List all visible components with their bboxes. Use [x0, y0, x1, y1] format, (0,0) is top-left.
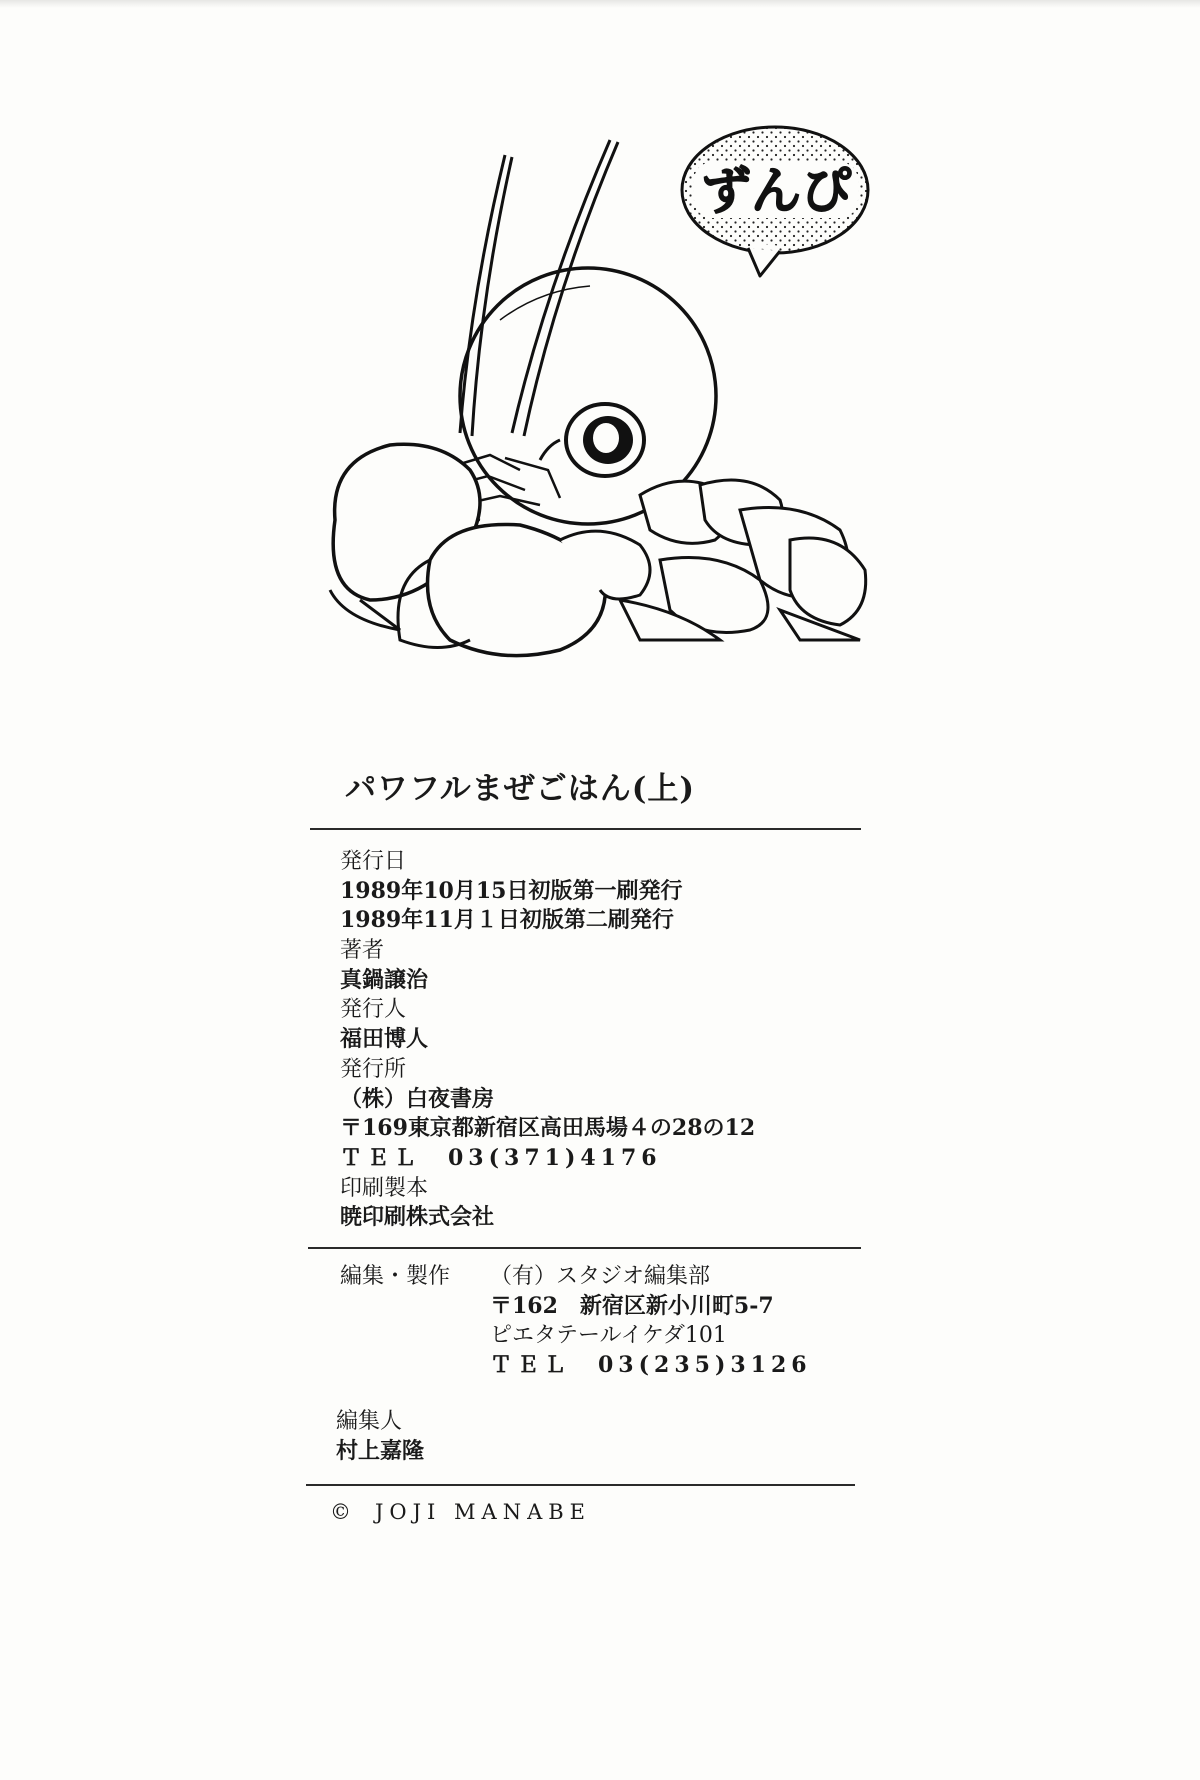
- issue-date-label: 発行日: [340, 849, 407, 874]
- office-address: 〒169東京都新宿区高田馬場４の28の12: [340, 1115, 756, 1142]
- first-printing: 1989年10月15日初版第一刷発行: [340, 877, 683, 904]
- author-name: 真鍋譲治: [340, 966, 429, 993]
- publisher-name: 福田博人: [340, 1026, 429, 1053]
- editorial-building: ピエタテールイケダ101: [490, 1323, 727, 1349]
- editorial-details: [490, 1262, 812, 1381]
- hermit-crab-illustration: [0, 0, 1200, 700]
- editor-block: [336, 1407, 424, 1466]
- copyright-line: [330, 1502, 591, 1523]
- editor-label: 編集人: [336, 1409, 403, 1434]
- copyright-holder: JOJI MANABE: [375, 1500, 591, 1524]
- editorial-label: 編集・製作: [340, 1264, 451, 1289]
- copyright-symbol: ©: [330, 1500, 351, 1524]
- colophon-divider: [308, 1247, 861, 1249]
- title-divider: [310, 828, 861, 830]
- office-tel: ＴＥＬ 03(371)4176: [340, 1144, 662, 1171]
- office-name: （株）白夜書房: [340, 1085, 495, 1112]
- crab-legs: [620, 480, 866, 640]
- office-label: 発行所: [340, 1056, 407, 1082]
- editorial-address: 〒162 新宿区新小川町5-7: [490, 1292, 774, 1319]
- printing-label: 印刷製本: [340, 1175, 429, 1201]
- printing-company: 暁印刷株式会社: [340, 1204, 495, 1231]
- editorial-tel: ＴＥＬ 03(235)3126: [490, 1352, 812, 1379]
- book-title: パワフルまぜごはん(上): [345, 771, 696, 807]
- editorial-company: （有）スタジオ編集部: [490, 1264, 711, 1289]
- author-label: 著者: [340, 938, 385, 964]
- colophon-block: [340, 847, 860, 1233]
- second-printing: 1989年11月１日初版第二刷発行: [340, 907, 674, 934]
- editor-name: 村上嘉隆: [336, 1437, 425, 1464]
- speech-bubble: [682, 127, 868, 276]
- publisher-label: 発行人: [340, 997, 407, 1023]
- speech-bubble-text: ずんぴ: [701, 162, 851, 220]
- copyright-divider: [306, 1484, 855, 1486]
